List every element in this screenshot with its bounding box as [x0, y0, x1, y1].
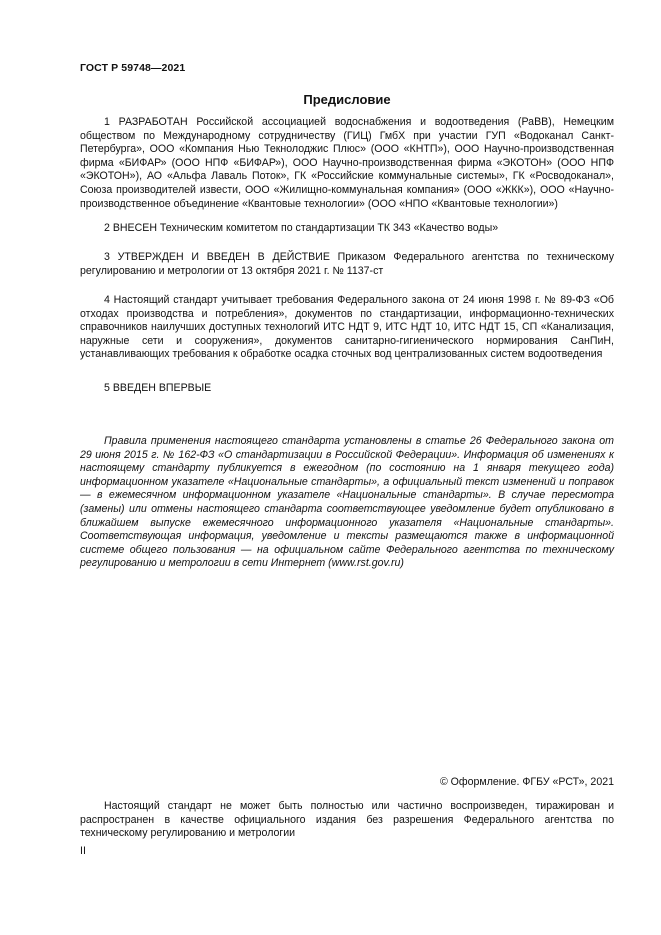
- copyright-notice: © Оформление. ФГБУ «РСТ», 2021: [439, 776, 614, 788]
- page-number: II: [80, 845, 86, 857]
- paragraph-introduced-by: 2 ВНЕСЕН Техническим комитетом по стандартизации ТК 343 «Качество воды»: [104, 222, 499, 234]
- paragraph-approved: 3 УТВЕРЖДЕН И ВВЕДЕН В ДЕЙСТВИЕ Приказом Федерального агентства по техническому регулированию и метрологии от 13 октября 2021 г. № 1137-ст: [80, 251, 614, 277]
- paragraph-application-rules: Правила применения настоящего стандарта установлены в статье 26 Федерального закона от 29 июня 2015 г. № 162-ФЗ «О стандартизации в Российской Федерации». Информация об изменениях к настоящему стандарту публикуется в ежегодном (по состоянию на 1 января текущего года) информационном указателе «Национальные стандарты», а официальный текст изменений и поправок — в ежемесячном информационном указателе «Национальные стандарты». В случае пересмотра (замены) или отмены настоящего стандарта соответствующее уведомление будет опубликовано в ближайшем выпуске ежемесячного информационного указателя «Национальные стандарты». Соответствующая информация, уведомление и тексты размещаются также в информационной системе общего пользования — на официальном сайте Федерального агентства по техническому регулированию и метрологии в сети Интернет (www.rst.gov.ru): [80, 435, 614, 570]
- paragraph-reproduction-notice: Настоящий стандарт не может быть полностью или частично воспроизведен, тиражирован и распространен в качестве официального издания без разрешения Федерального агентства по техническому регулированию и метрологии: [80, 800, 614, 840]
- paragraph-first-introduced: 5 ВВЕДЕН ВПЕРВЫЕ: [104, 382, 212, 394]
- paragraph-requirements: 4 Настоящий стандарт учитывает требования Федерального закона от 24 июня 1998 г. № 89-ФЗ «Об отходах производства и потребления», документов по стандартизации, информационно-технических справочников наилучших доступных технологий ИТС НДТ 9, ИТС НДТ 10, ИТС НДТ 15, СП «Канализация, наружные сети и сооружения», документов санитарно-гигиенического нормирования СанПиН, устанавливающих требования к обработке осадка сточных вод централизованных систем водоотведения: [80, 294, 614, 361]
- document-code: ГОСТ Р 59748—2021: [80, 62, 186, 74]
- paragraph-developed-by: 1 РАЗРАБОТАН Российской ассоциацией водоснабжения и водоотведения (РаВВ), Немецким обществом по Международному сотрудничеству (ГИЦ) ГмбХ при участии ГУП «Водоканал Санкт-Петербурга», ООО «Компания Нью Текнолоджис Плюс» (ООО «КНТП»), ООО Научно-производственная фирма «БИФАР» (ООО НПФ «БИФАР»), ООО Научно-производственная фирма «ЭКОТОН» (ООО НПФ «ЭКОТОН»), АО «Альфа Лаваль Поток», ГК «Российские коммунальные системы», ГК «Росводоканал», Союза производителей извести, ООО «Жилищно-коммунальная компания» (ООО «ЖКК»), ООО «Научно-производственное объединение «Квантовые технологии» (ООО «НПО «Квантовые технологии»): [80, 116, 614, 210]
- page-title: Предисловие: [303, 92, 391, 107]
